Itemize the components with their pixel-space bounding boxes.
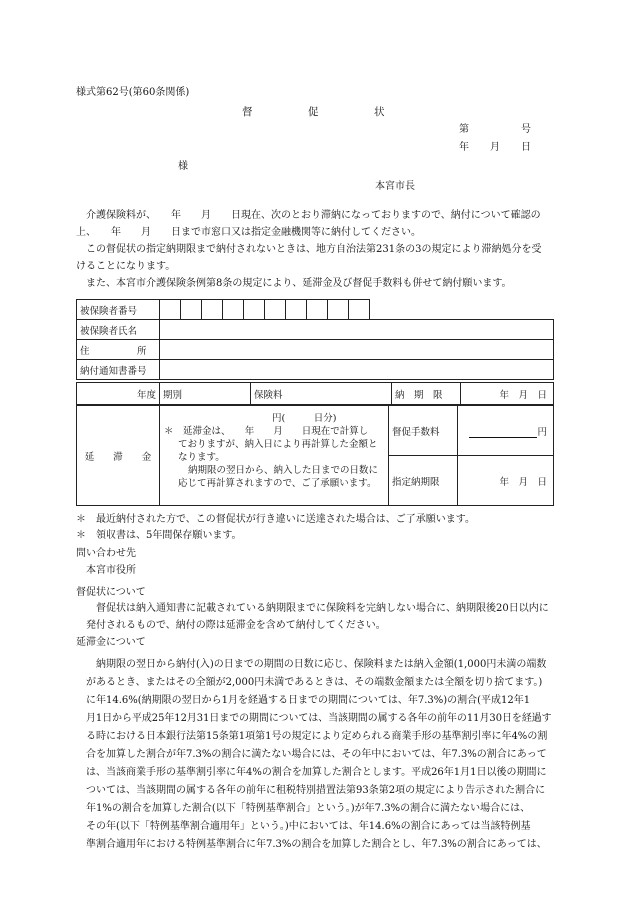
digit-box[interactable] bbox=[328, 300, 349, 320]
notice-number-field[interactable] bbox=[160, 360, 554, 380]
body-p2a: この督促状の指定納期限まで納付されないときは、地方自治法第231条の3の規定により滞納処分を受 bbox=[86, 244, 542, 255]
designated-due-value: 年 月 日 bbox=[458, 456, 554, 506]
section2-line-11: 準割合適用年における特例基準割合に年7.3%の割合を加算した割合とし、年7.3%の割合にあっては、 bbox=[86, 839, 547, 850]
form-id: 様式第62号(第60条関係) bbox=[76, 87, 190, 98]
address-label: 住 所 bbox=[77, 340, 160, 360]
issuer: 本宮市長 bbox=[375, 181, 415, 192]
late-fee-note-3: なります。 bbox=[178, 452, 225, 463]
body-p2b: けることになります。 bbox=[76, 261, 176, 272]
section2-line-10: その年(以下「特例基準割合適用年」という。)中においては、年14.6%の割合にあっては当該特例基 bbox=[86, 821, 531, 832]
section2-line-3: に年14.6%(納期限の翌日から1月を経過する日までの期間については、年7.3%)の割合(平成12年1 bbox=[86, 695, 531, 706]
section2-line-5: る時における日本銀行法第15条第1項第1号の規定により定められる商業手形の基準割引率に年4%の割 bbox=[86, 731, 548, 742]
fiscal-year-label: 年度 bbox=[77, 383, 160, 405]
insured-name-field[interactable] bbox=[160, 320, 554, 340]
address-field[interactable] bbox=[160, 340, 554, 360]
notice-number-label: 納付通知書番号 bbox=[77, 360, 160, 380]
number-prefix: 第 bbox=[459, 124, 469, 135]
section1-line-2: 発付されるもので、納付の際は延滞金を含めて納付してください。 bbox=[86, 620, 386, 631]
premium-label: 保険料 bbox=[251, 383, 392, 405]
reminder-fee-value[interactable] bbox=[458, 406, 554, 456]
insured-number-label: 被保険者番号 bbox=[77, 300, 160, 320]
section2-line-6: 合を加算した割合が年7.3%の割合に満たない場合には、その年中においては、年7.3%の割合にあって bbox=[86, 749, 547, 760]
late-fee-label: 延 滞 金 bbox=[77, 406, 160, 506]
late-fee-note-1: ＊ 延滞金は、 年 月 日現在で計算し bbox=[164, 426, 369, 437]
number-suffix: 号 bbox=[521, 124, 531, 135]
digit-box[interactable] bbox=[244, 300, 265, 320]
body-p3: また、本宮市介護保険条例第8条の規定により、延滞金及び督促手数料も併せて納付願います。 bbox=[86, 278, 512, 289]
digit-box[interactable] bbox=[160, 300, 181, 320]
premium-table bbox=[76, 382, 554, 405]
reminder-fee-label: 督促手数料 bbox=[389, 406, 458, 456]
addressee-suffix: 様 bbox=[178, 161, 188, 172]
body-p1a: 介護保険料が、 年 月 日現在、次のとおり滞納になっておりますので、納付について確認の bbox=[86, 210, 541, 221]
digit-box[interactable] bbox=[202, 300, 223, 320]
late-fee-note-2: ておりますが、納入日により再計算した金額と bbox=[178, 439, 378, 450]
section2-line-2: があるとき、またはその全額が2,000円未満であるときは、その端数金額または全額を切り捨てます。) bbox=[86, 677, 543, 688]
section2-line-8: ついては、当該期間の属する各年の前年に租税特別措置法第93条第2項の規定により告示された割合に bbox=[86, 785, 546, 796]
title-char-3: 状 bbox=[374, 106, 385, 118]
body-p1b: 上、 年 月 日まで市窓口又は指定金融機関等に納付してください。 bbox=[76, 227, 421, 238]
date-year: 年 bbox=[459, 142, 469, 153]
digit-box[interactable] bbox=[307, 300, 328, 320]
contact-label: 問い合わせ先 bbox=[76, 548, 136, 559]
date-month: 月 bbox=[490, 142, 500, 153]
section2-line-7: は、当該商業手形の基準割引率に年4%の割合を加算した割合とします。平成26年1月1日以後の期間に bbox=[86, 767, 547, 778]
digit-box[interactable] bbox=[349, 300, 370, 320]
late-fee-detail bbox=[160, 406, 389, 506]
late-fee-note-4: 納期限の翌日から、納入した日までの日数に bbox=[188, 465, 379, 476]
period-label: 期別 bbox=[160, 383, 251, 405]
title-char-1: 督 bbox=[242, 106, 253, 118]
digit-box[interactable] bbox=[181, 300, 202, 320]
due-date-value: 年 月 日 bbox=[461, 383, 554, 405]
section1-line-1: 督促状は納入通知書に記載されている納期限までに保険料を完納しない場合に、納期限後20日以内に bbox=[96, 603, 549, 614]
designated-due-label: 指定納期限 bbox=[389, 456, 458, 506]
section2-line-9: 年1%の割合を加算した割合(以下「特例基準割合」という。)が年7.3%の割合に満たない場合には、 bbox=[86, 803, 531, 814]
digit-box[interactable] bbox=[223, 300, 244, 320]
section2-line-1: 納期限の翌日から納付(入)の日までの期間の日数に応じ、保険料または納入金額(1,000円未満の端数 bbox=[96, 659, 547, 670]
yen-unit: 円 bbox=[537, 426, 547, 438]
title-char-2: 促 bbox=[308, 106, 319, 118]
insured-name-label: 被保険者氏名 bbox=[77, 320, 160, 340]
section2-title: 延滞金について bbox=[76, 637, 146, 648]
section2-line-4: 月1日から平成25年12月31日までの期間については、当該期間の属する各年の前年の11月30日を経過す bbox=[86, 713, 552, 724]
form-table-2 bbox=[76, 319, 554, 380]
digit-box[interactable] bbox=[286, 300, 307, 320]
contact-value: 本宮市役所 bbox=[86, 565, 136, 576]
form-table bbox=[76, 299, 554, 320]
section1-title: 督促状について bbox=[76, 587, 146, 598]
late-fee-note-5: 応じて再計算されますので、ご了承願います。 bbox=[178, 478, 377, 489]
digit-box[interactable] bbox=[265, 300, 286, 320]
due-date-label: 納 期 限 bbox=[392, 383, 461, 405]
footnote-1: ＊ 最近納付された方で、この督促状が行き違いに送達された場合は、ご了承願います。 bbox=[76, 514, 475, 525]
late-fee-yen-days: 円( 日分) bbox=[272, 413, 337, 424]
late-fee-table bbox=[76, 405, 554, 506]
footnote-2: ＊ 領収書は、5年間保存願います。 bbox=[76, 530, 242, 541]
date-day: 日 bbox=[521, 142, 531, 153]
